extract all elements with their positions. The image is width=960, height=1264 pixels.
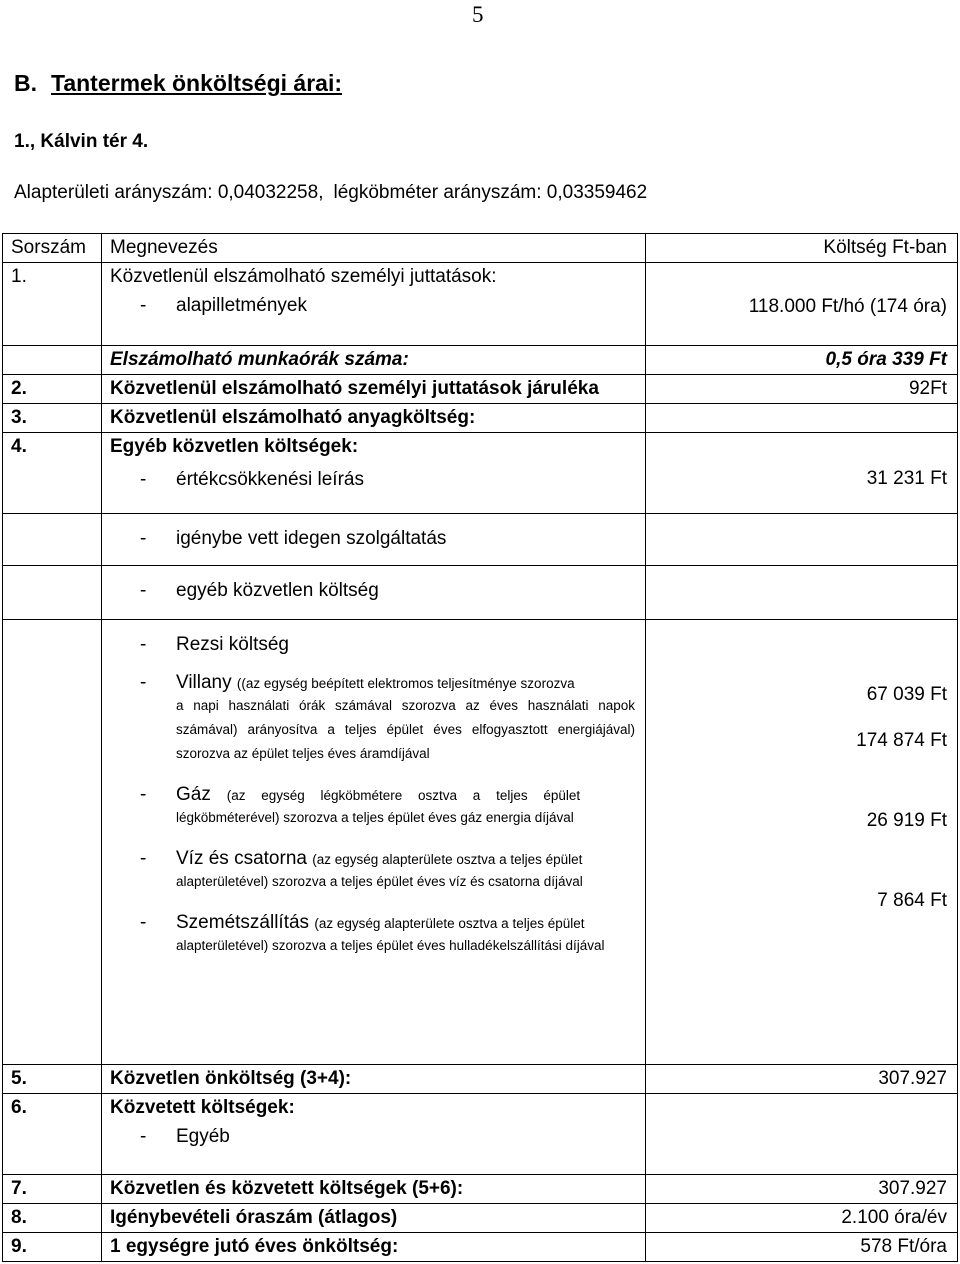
row3-name: Közvetlenül elszámolható anyagköltség: [102,404,646,433]
ratio-line [14,182,647,204]
row7-num: 7. [3,1175,102,1204]
depreciation-value: 31 231 Ft [866,468,947,489]
section-title-text: Tantermek önköltségi árai: [51,70,342,96]
gas-value: 26 919 Ft [866,810,947,831]
services-num [3,514,102,566]
waste-name: Szemétszállítás [176,912,310,933]
other-direct-item: - egyéb közvetlen költség [140,580,379,601]
water-desc: alapterületével) szorozva a teljes épület éves víz és csatorna díjával [176,874,583,889]
row4-cost [646,433,958,514]
row2-num: 2. [3,375,102,404]
water-desc-first: (az egység alapterülete osztva a teljes épület [312,852,583,867]
row6-cost [646,1094,958,1175]
services-cost [646,514,958,566]
services-row [3,514,958,566]
electricity-name: Villany [176,672,232,693]
utilities-cost-cell [646,620,958,1065]
row7-cost: 307.927 [646,1175,958,1204]
waste-desc: alapterületével) szorozva a teljes épület éves hulladékelszállítási díjával [176,938,605,953]
table-row-2 [3,375,958,404]
electricity-desc: a napi használati órák számával szorozva az éves használati napok számával) arányosítva a teljes épület éves elfogyasztott energiájával) szorozva az épület teljes éves áramdíjával [176,698,635,761]
gas-item: - Gáz (az egység légköbmétere osztva a teljes épület légköbméterével) szorozva a teljes épület éves gáz energia díjával [102,784,645,830]
waste-item: - Szemétszállítás (az egység alapterülete osztva a teljes épület alapterületével) szorozva a teljes épület éves hulladékelszállítási díjával [102,912,645,958]
row1-sub-item: - alapilletmények [140,295,307,316]
billable-hours-row [3,346,958,375]
table-row-7 [3,1175,958,1204]
overhead-cell [102,620,646,1065]
row9-num: 9. [3,1233,102,1262]
row8-name: Igénybevételi óraszám (átlagos) [102,1204,646,1233]
row4-name: Egyéb közvetlen költségek: - értékcsökkenési leírás [102,433,646,514]
water-value: 7 864 Ft [877,890,947,911]
services-item: - igénybe vett idegen szolgáltatás [140,528,447,549]
overhead-num [3,620,102,1065]
base-salary-value: 118.000 Ft/hó (174 óra) [748,296,947,317]
billable-hours-label: Elszámolható munkaórák száma: [110,349,409,370]
gas-desc: légköbméterével) szorozva a teljes épület éves gáz energia díjával [176,810,574,825]
water-name: Víz és csatorna [176,848,307,869]
row5-name: Közvetlen önköltség (3+4): [102,1065,646,1094]
row9-cost: 578 Ft/óra [646,1233,958,1262]
billable-value-cell [646,346,958,375]
section-title [14,70,342,97]
row1-name: Közvetlenül elszámolható személyi juttatások: - alapilletmények [102,263,646,346]
table-row-1 [3,263,958,346]
row5-num: 5. [3,1065,102,1094]
header-cost: Költség Ft-ban [646,234,958,263]
other-num [3,566,102,620]
row3-num: 3. [3,404,102,433]
electricity-desc-first: ((az egység beépített elektromos teljesítménye szorozva [236,676,575,691]
row1-num: 1. [3,263,102,346]
table-row-4 [3,433,958,514]
row2-name: Közvetlenül elszámolható személyi juttatások járuléka [102,375,646,404]
table-row-6 [3,1094,958,1175]
row3-cost [646,404,958,433]
billable-label-cell [102,346,646,375]
table-row-8 [3,1204,958,1233]
row6-name: Közvetett költségek: - Egyéb [102,1094,646,1175]
address: 1., Kálvin tér 4. [14,131,149,152]
electricity-value-2: 174 874 Ft [856,730,947,751]
row5-cost: 307.927 [646,1065,958,1094]
area-ratio: Alapterületi arányszám: 0,04032258, [14,182,324,203]
gas-desc-first: (az egység légköbmétere osztva a teljes épület [226,788,581,803]
other-direct-row [3,566,958,620]
row6-num: 6. [3,1094,102,1175]
row2-cost: 92Ft [646,375,958,404]
billable-hours-value: 0,5 óra 339 Ft [825,349,947,370]
header-name: Megnevezés [102,234,646,263]
table-row-9 [3,1233,958,1262]
overhead-item: - Rezsi költség [140,634,289,655]
electricity-item: - Villany ((az egység beépített elektromos teljesítménye szorozva a napi használati órák számával szorozva az éves használati napok számával) arányosítva a teljes épület éves elfogyasztott energiájával) szorozva az épület teljes éves áramdíjával [102,672,645,766]
other-cost [646,566,958,620]
other-cell [102,566,646,620]
gas-name: Gáz [176,784,211,805]
cost-table [2,233,958,1262]
depreciation-item: - értékcsökkenési leírás [140,469,364,490]
waste-desc-first: (az egység alapterülete osztva a teljes épület [314,916,585,931]
row6-sub-item: - Egyéb [140,1126,230,1147]
table-row-5 [3,1065,958,1094]
row7-name: Közvetlen és közvetett költségek (5+6): [102,1175,646,1204]
row1-cost [646,263,958,346]
electricity-value-1: 67 039 Ft [866,684,947,705]
header-num: Sorszám [3,234,102,263]
row8-cost: 2.100 óra/év [646,1204,958,1233]
overhead-row [3,620,958,1065]
volume-ratio: légköbméter arányszám: 0,03359462 [333,182,648,203]
table-header-row [3,234,958,263]
section-letter: B. [14,70,37,96]
page-number: 5 [472,2,484,27]
table-row-3 [3,404,958,433]
row8-num: 8. [3,1204,102,1233]
billable-num [3,346,102,375]
services-cell [102,514,646,566]
water-item: - Víz és csatorna (az egység alapterülete osztva a teljes épület alapterületével) szorozva a teljes épület éves víz és csatorna díjával [102,848,645,894]
row9-name: 1 egységre jutó éves önköltség: [102,1233,646,1262]
row4-num: 4. [3,433,102,514]
